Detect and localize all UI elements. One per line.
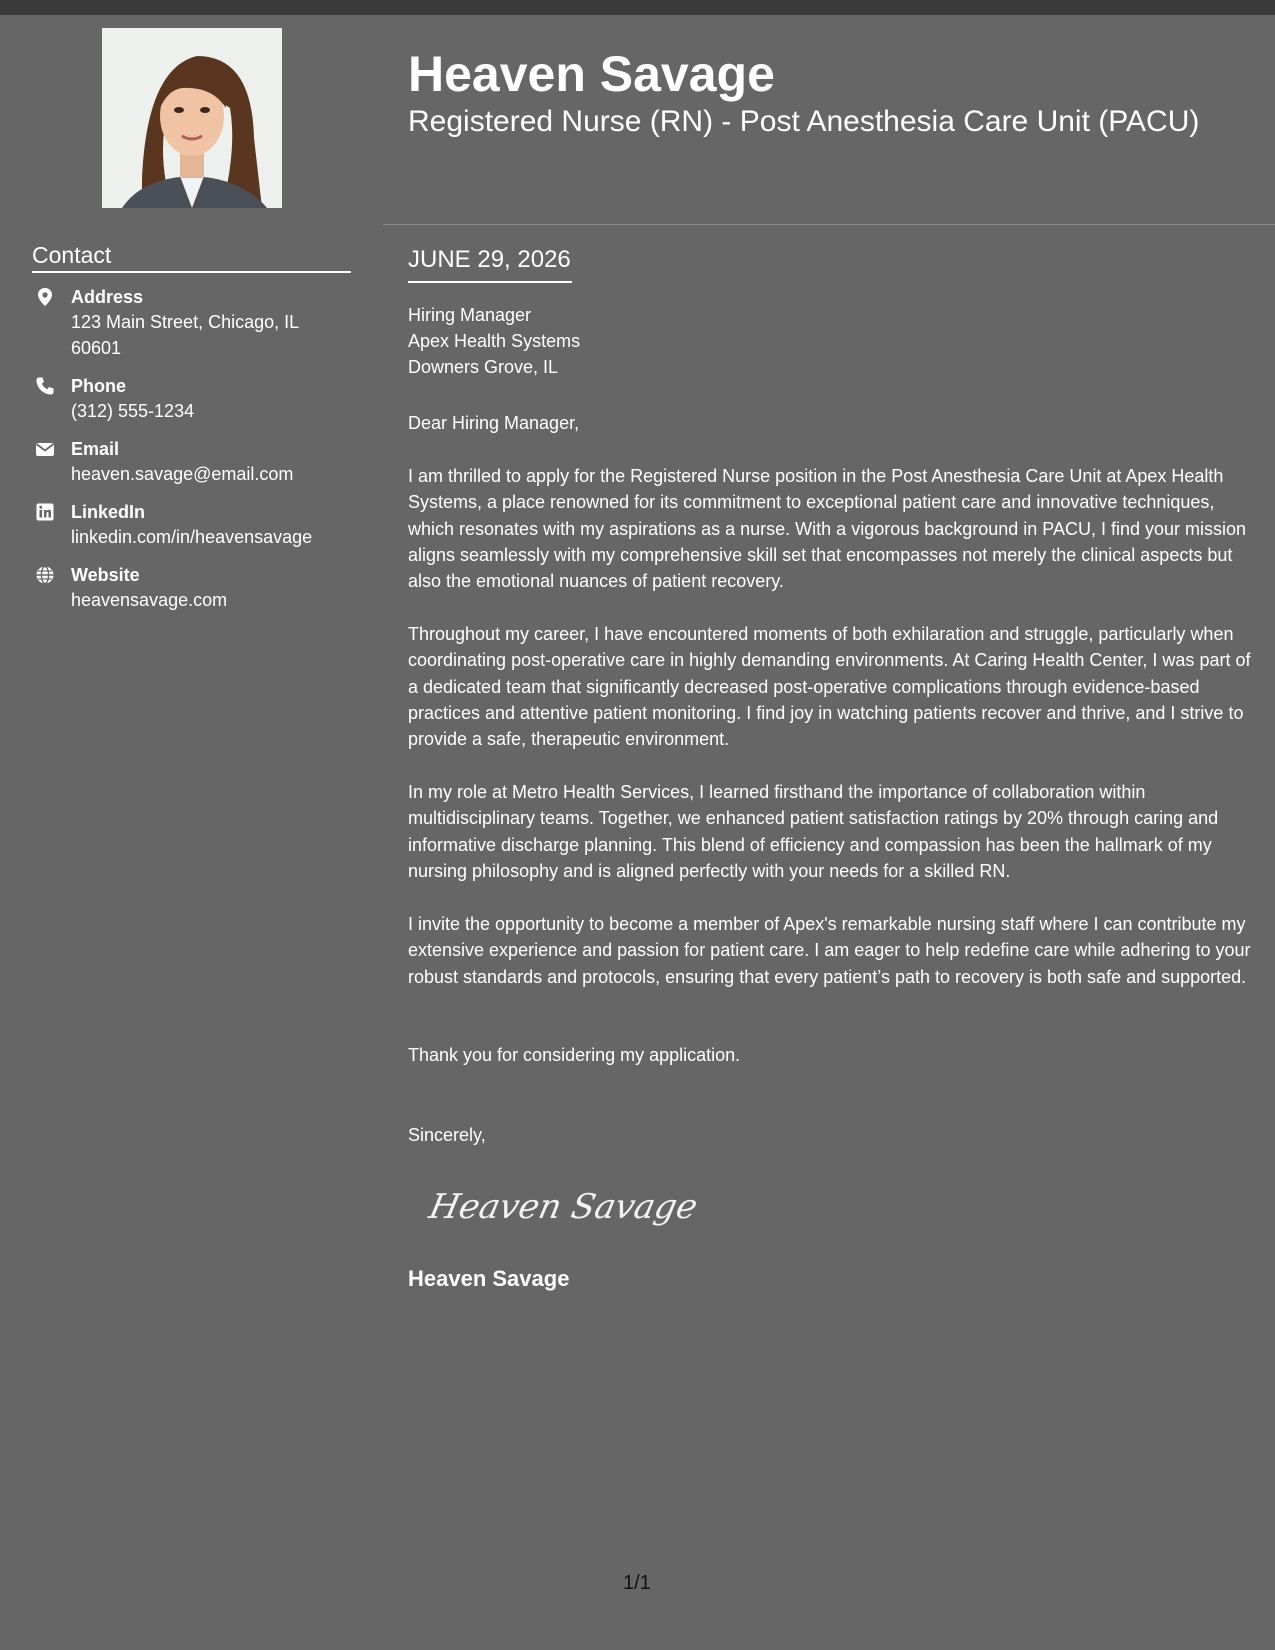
profile-photo bbox=[102, 28, 282, 208]
contact-value: (312) 555-1234 bbox=[71, 401, 195, 421]
salutation: Dear Hiring Manager, bbox=[408, 413, 580, 433]
job-title: Registered Nurse (RN) - Post Anesthesia Care Unit (PACU) bbox=[408, 105, 1200, 138]
body-paragraph: Throughout my career, I have encountered moments of both exhilaration and struggle, particularly when coordinating post-operative care in highly demanding environments. At Caring Health Center, I was part of a dedicated team that significantly decreased post-operative complications through evidence-based practices and attentive patient monitoring. I find joy in watching patients recover and thrive, and I strive to provide a safe, therapeutic environment. bbox=[408, 624, 1251, 750]
contact-label: Phone bbox=[71, 376, 127, 396]
contact-divider bbox=[32, 271, 351, 273]
contact-value[interactable]: heavensavage.com bbox=[71, 590, 228, 610]
sign-off: Sincerely, bbox=[408, 1125, 486, 1145]
page-number: 1/1 bbox=[623, 1572, 651, 1594]
applicant-name: Heaven Savage bbox=[408, 46, 775, 102]
closing-line: Thank you for considering my application. bbox=[408, 1045, 741, 1065]
location-pin-icon bbox=[35, 287, 55, 307]
contact-value: 123 Main Street, Chicago, IL 60601 bbox=[71, 312, 299, 358]
recipient-line: Apex Health Systems bbox=[408, 331, 581, 351]
body-paragraph: I invite the opportunity to become a member of Apex's remarkable nursing staff where I can contribute my extensive experience and passion for patient care. I am eager to help redefine care while adhering to your robust standards and protocols, ensuring that every patient’s path to recovery is both safe and supported. bbox=[408, 914, 1251, 987]
contact-label: LinkedIn bbox=[71, 502, 146, 522]
recipient-line: Downers Grove, IL bbox=[408, 357, 559, 377]
contact-label: Address bbox=[71, 287, 144, 307]
globe-icon bbox=[35, 565, 55, 585]
letter-date: JUNE 29, 2026 bbox=[408, 246, 571, 273]
contact-value[interactable]: heaven.savage@email.com bbox=[71, 464, 294, 484]
phone-icon bbox=[35, 376, 55, 396]
header-divider bbox=[383, 224, 1275, 225]
contact-heading: Contact bbox=[32, 242, 112, 268]
body-paragraph: I am thrilled to apply for the Registered Nurse position in the Post Anesthesia Care Unit at Apex Health Systems, a place renowned for its commitment to exceptional patient care and innovative techniques, which resonates with my aspirations as a nurse. With a vigorous background in PACU, I find your mission aligns seamlessly with my comprehensive skill set that encompasses not merely the clinical aspects but also the emotional nuances of patient recovery. bbox=[408, 466, 1247, 592]
top-bar bbox=[0, 0, 1275, 15]
contact-label: Website bbox=[71, 565, 140, 585]
body-paragraph: In my role at Metro Health Services, I learned firsthand the importance of collaboration within multidisciplinary teams. Together, we enhanced patient satisfaction ratings by 20% through caring and informative discharge planning. This blend of efficiency and compassion has been the hallmark of my nursing philosophy and is aligned perfectly with your needs for a skilled RN. bbox=[408, 782, 1219, 881]
date-underline bbox=[408, 281, 572, 283]
envelope-icon bbox=[35, 439, 55, 459]
recipient-line: Hiring Manager bbox=[408, 305, 532, 325]
handwritten-signature bbox=[424, 1178, 701, 1243]
svg-text:Heaven Savage: Heaven Savage bbox=[425, 1187, 701, 1227]
signer-name: Heaven Savage bbox=[408, 1266, 570, 1291]
contact-value[interactable]: linkedin.com/in/heavensavage bbox=[71, 527, 313, 547]
contact-label: Email bbox=[71, 439, 120, 459]
linkedin-icon bbox=[35, 502, 55, 522]
